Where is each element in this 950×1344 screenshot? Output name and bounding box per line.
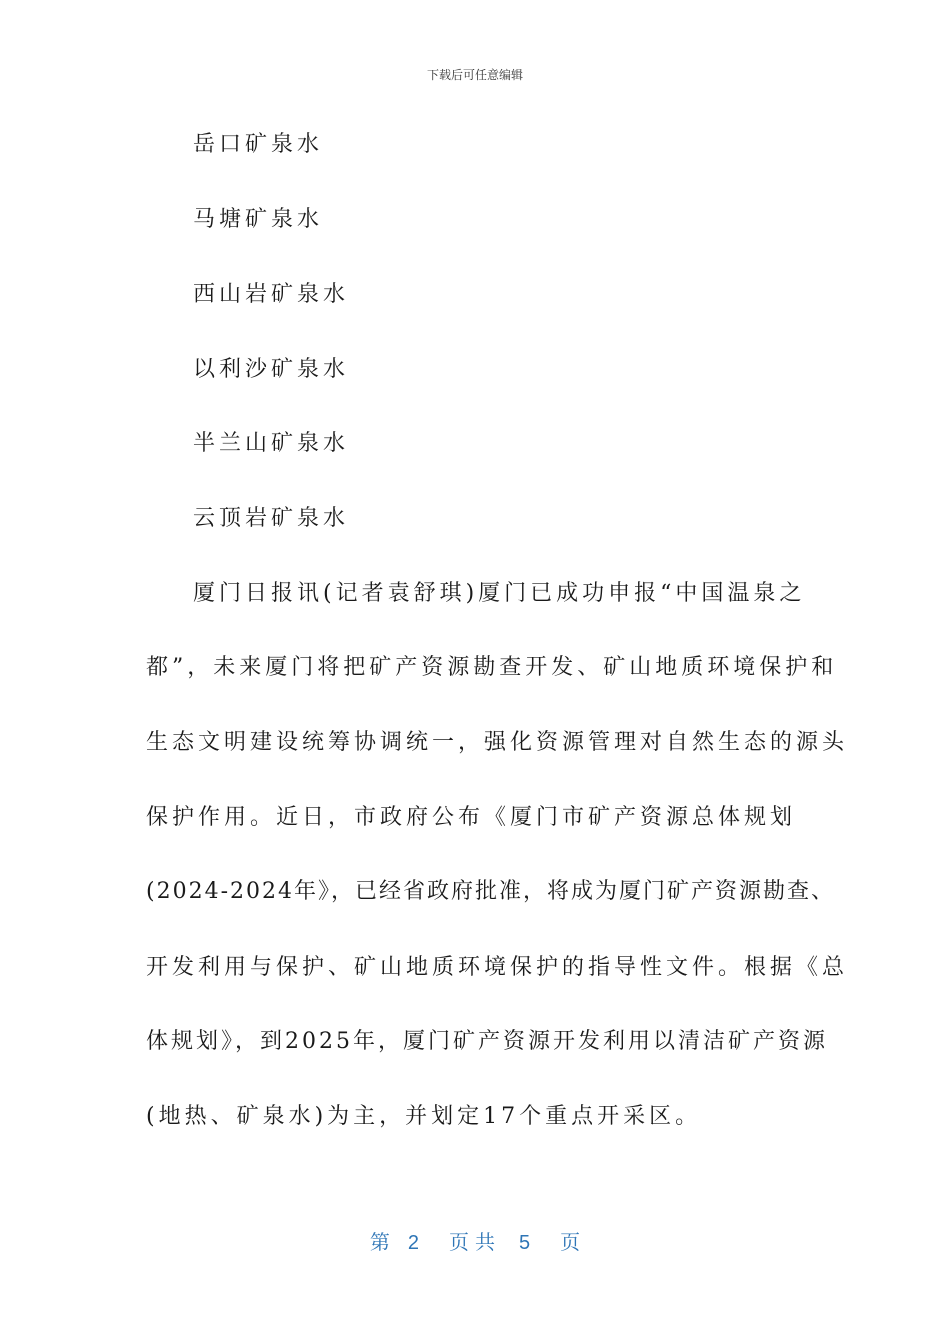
paragraph-line: (2024-2024年》，已经省政府批准，将成为厦门矿产资源勘查、 [146,879,835,904]
paragraph-line: 保护作用。近日，市政府公布《厦门市矿产资源总体规划 [146,805,797,830]
page-suffix: 页 [560,1232,581,1254]
list-item: 半兰山矿泉水 [193,431,350,456]
header-note: 下载后可任意编辑 [426,68,523,82]
list-item: 马塘矿泉水 [193,207,324,232]
list-item: 云顶岩矿泉水 [193,506,350,531]
paragraph-line: (地热、矿泉水)为主，并划定17个重点开采区。 [146,1104,702,1129]
list-item: 西山岩矿泉水 [193,282,350,307]
paragraph-line: 开发利用与保护、矿山地质环境保护的指导性文件。根据《总 [146,955,849,980]
paragraph-line: 都”，未来厦门将把矿产资源勘查开发、矿山地质环境保护和 [146,655,838,680]
page-total: 5 [519,1232,531,1254]
paragraph-line: 厦门日报讯(记者袁舒琪)厦门已成功申报“中国温泉之 [193,581,806,606]
list-item: 岳口矿泉水 [193,132,324,157]
paragraph-line: 体规划》，到2025年，厦门矿产资源开发利用以清洁矿产资源 [146,1029,828,1054]
paragraph-line: 生态文明建设统筹协调统一，强化资源管理对自然生态的源头 [146,730,849,755]
page-prefix: 第 [369,1232,390,1254]
page-mid: 页共 [449,1232,501,1254]
list-item: 以利沙矿泉水 [193,357,350,382]
page-number: 2 [407,1232,419,1254]
page-footer [0,1226,950,1255]
